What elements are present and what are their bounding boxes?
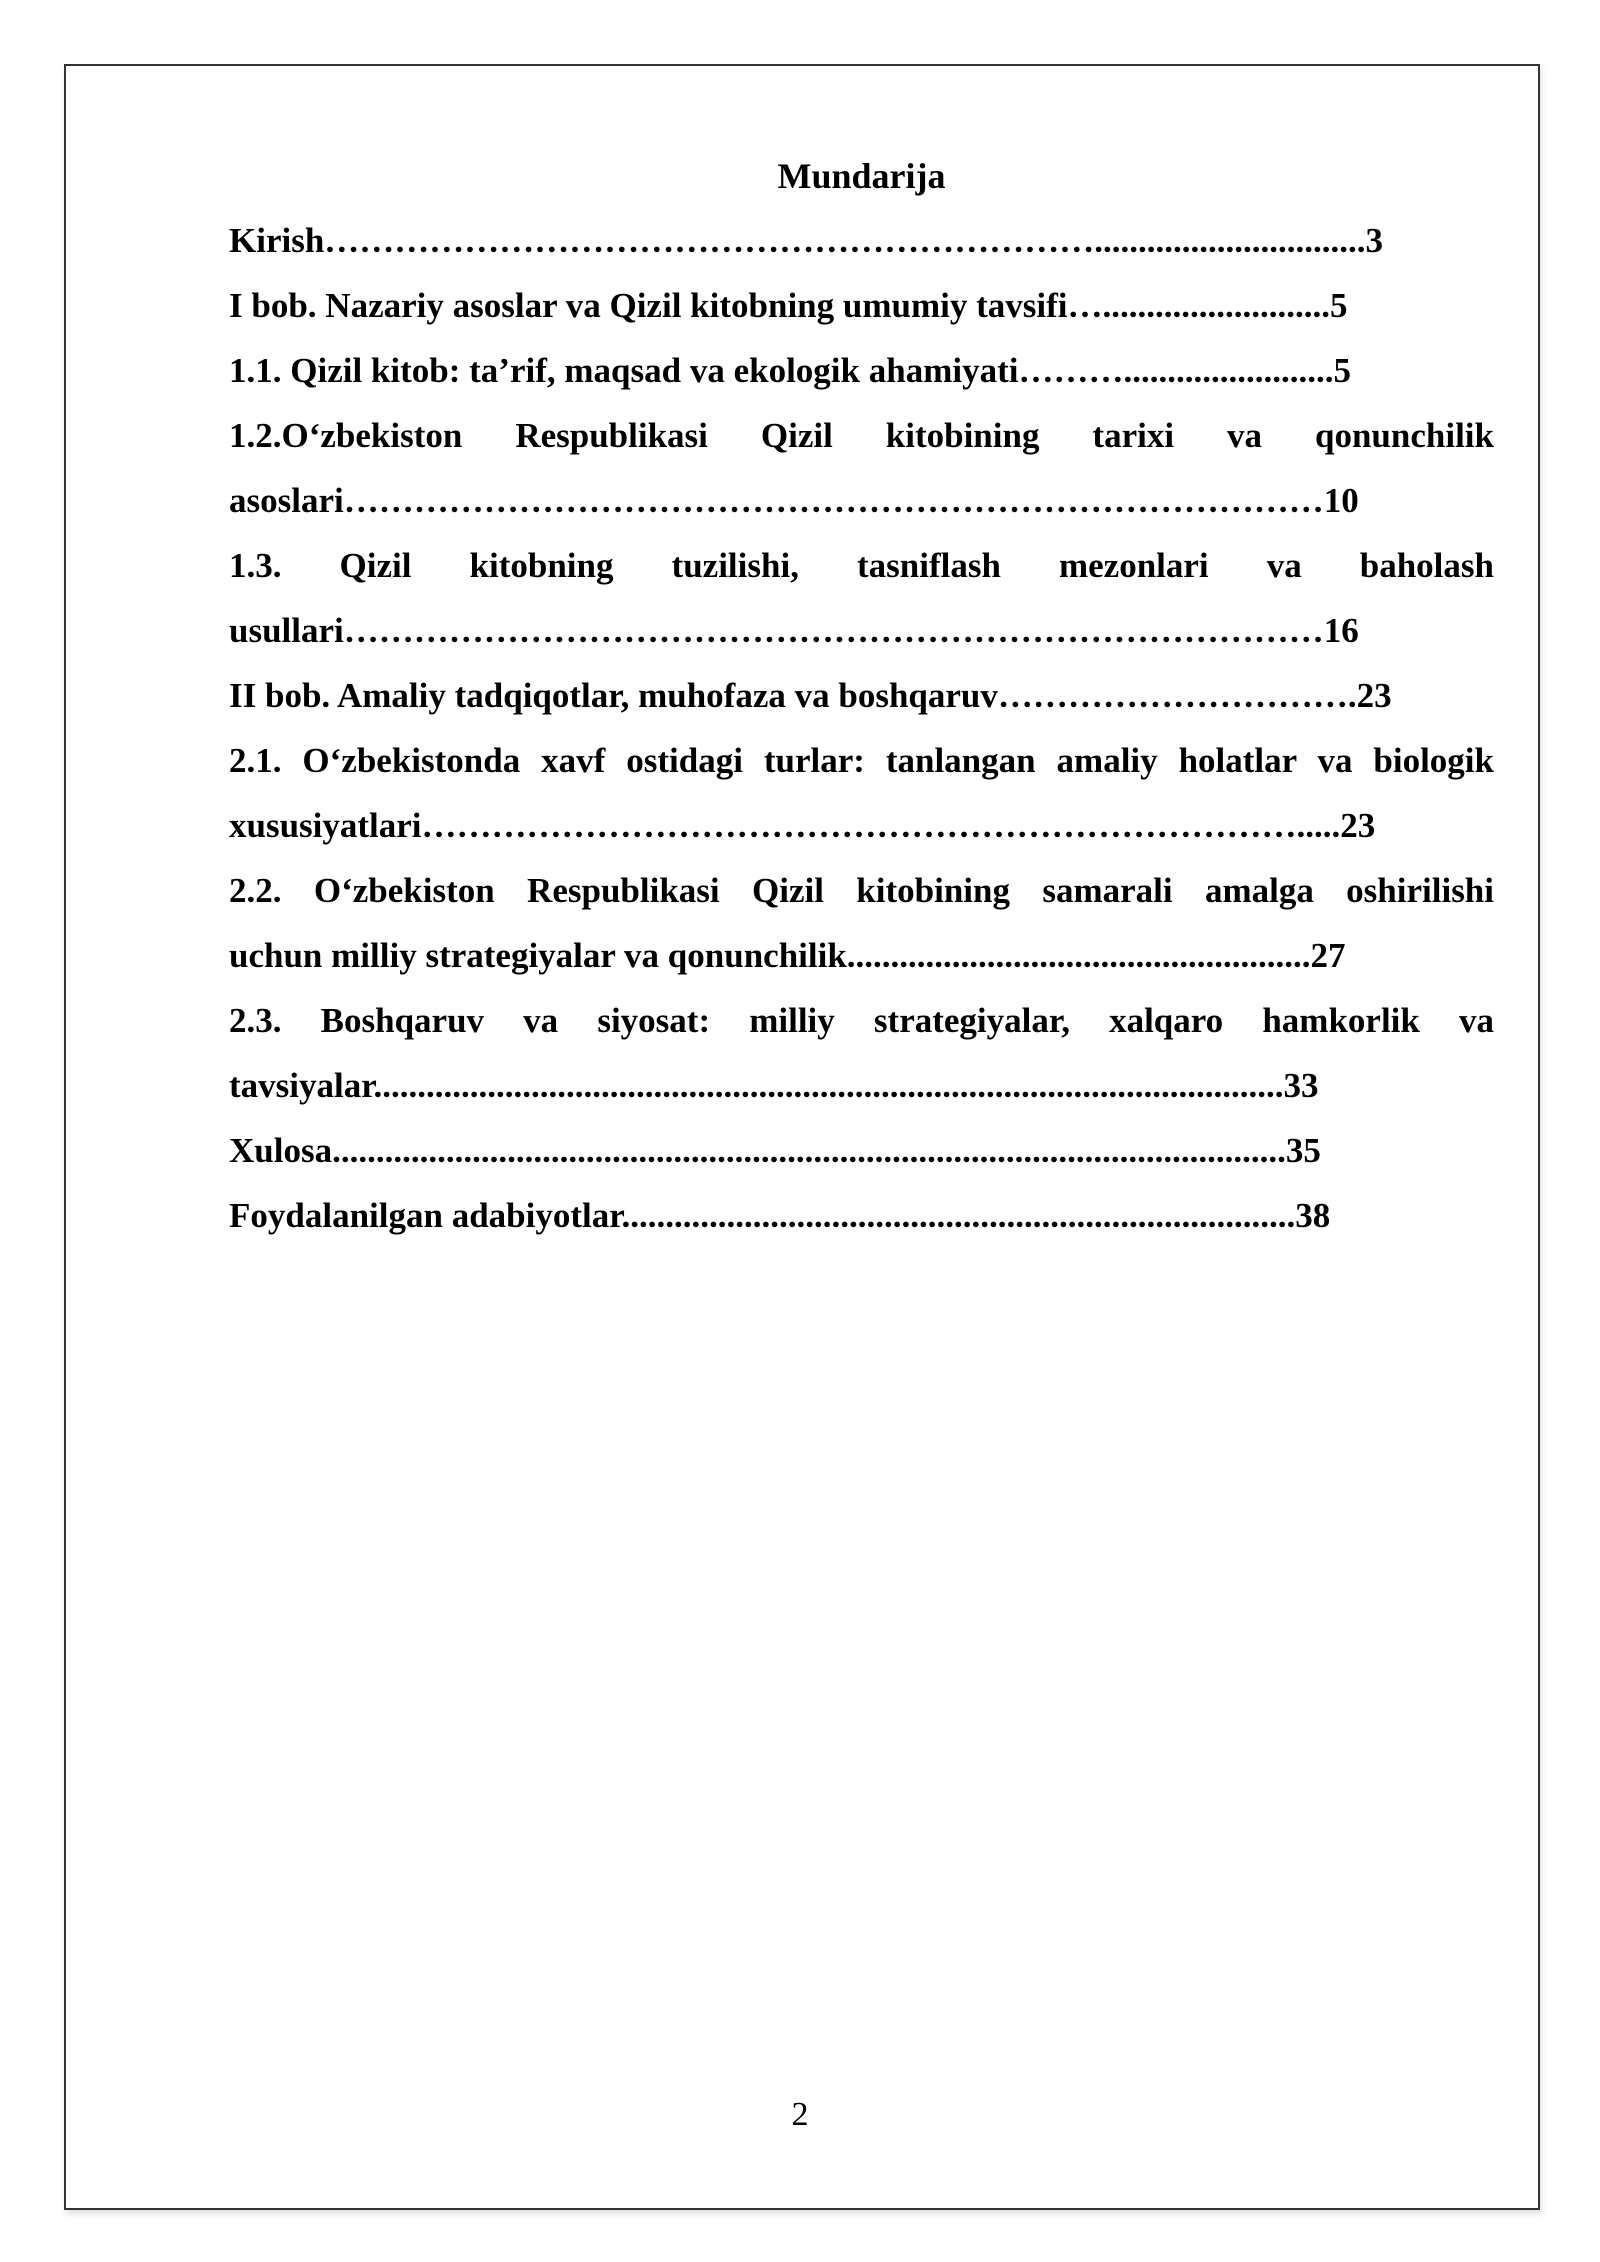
toc-line: Foydalanilgan adabiyotlar.............................................................................38 [229,1196,1331,1235]
toc-line: uchun milliy strategiyalar va qonunchilik.....................................................27 [229,936,1346,975]
toc-line: tavsiyalar........................................................................................................33 [229,1066,1319,1105]
toc-line: Xulosa.............................................................................................................35 [229,1131,1321,1170]
toc-line: II bob. Amaliy tadqiqotlar, muhofaza va boshqaruv………………………….23 [229,676,1392,715]
toc-line: asoslari…………………………………………………………………………10 [229,481,1359,520]
toc-line: xususiyatlari………………………………………………………………….....23 [229,806,1376,845]
toc-line: I bob. Nazariy asoslar va Qizil kitobning umumiy tavsifi…..........................5 [229,286,1348,325]
toc-line: 1.3. Qizil kitobning tuzilishi, tasniflash mezonlari va baholash [229,546,1494,585]
toc-line: Kirish…………………………………………………………...............................3 [229,221,1384,260]
toc-line: 2.3. Boshqaruv va siyosat: milliy strategiyalar, xalqaro hamkorlik va [229,1001,1494,1040]
toc-line: 1.1. Qizil kitob: ta’rif, maqsad va ekologik ahamiyati………........................5 [229,351,1351,390]
table-of-contents [229,215,1494,1255]
toc-line: 2.1. O‘zbekistonda xavf ostidagi turlar: tanlangan amaliy holatlar va biologik [229,741,1494,780]
toc-line: usullari…………………………………………………………………………16 [229,611,1359,650]
toc-title: Mundarija [777,156,946,196]
toc-line: 2.2. O‘zbekiston Respublikasi Qizil kitobining samarali amalga oshirilishi [229,871,1494,910]
page-number: 2 [791,2096,809,2133]
toc-line: 1.2.O‘zbekiston Respublikasi Qizil kitobining tarixi va qonunchilik [229,416,1494,455]
